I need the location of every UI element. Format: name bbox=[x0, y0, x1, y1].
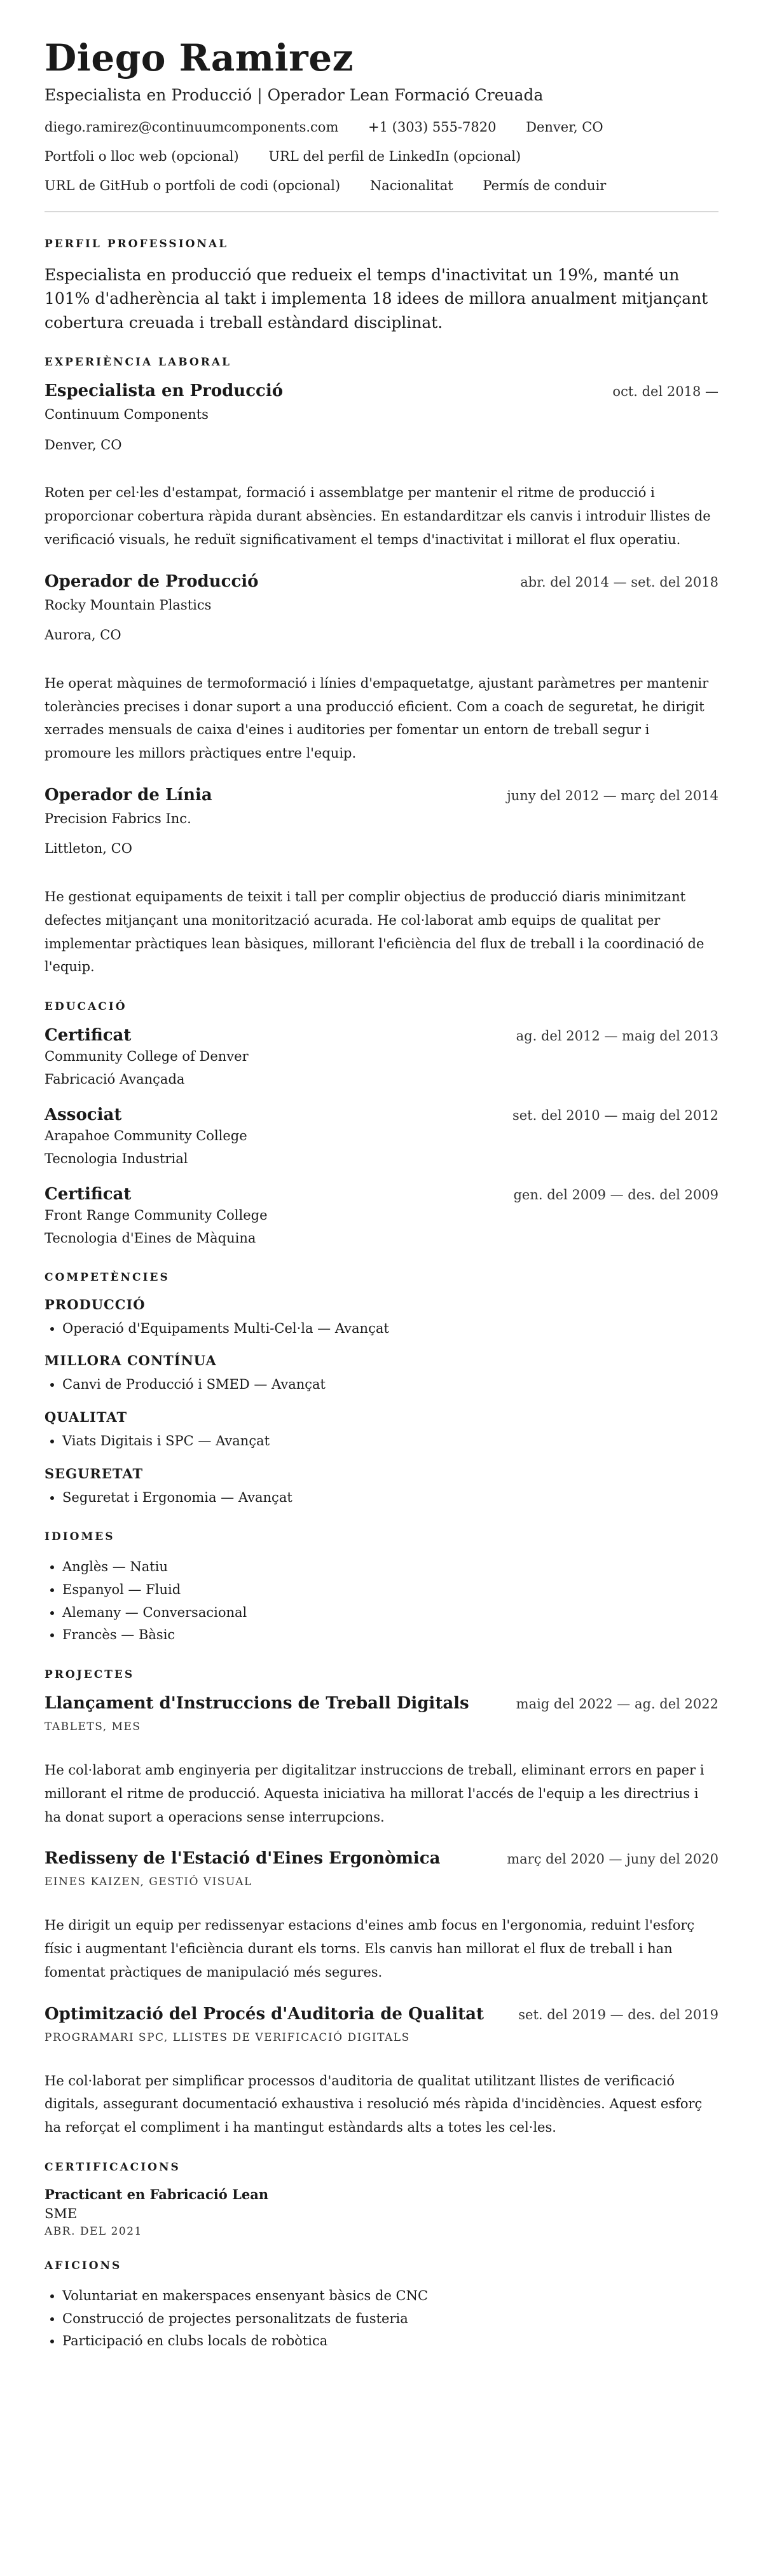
profile-summary: Especialista en producció que redueix el temps d'inactivitat un 19%, manté un 101% d'adherència al takt i implementa 18 idees de millora anualment mitjançant cobertura creuada i treball estàndard disciplinat. bbox=[45, 265, 708, 332]
hobbies-section bbox=[45, 2259, 718, 2353]
school: Arapahoe Community College bbox=[45, 1128, 247, 1144]
project-tags: PROGRAMARI SPC, LLISTES DE VERIFICACIÓ DIGITALS bbox=[45, 2031, 410, 2044]
section-title: CERTIFICACIONS bbox=[45, 2160, 181, 2174]
degree: Associat bbox=[45, 1105, 122, 1125]
project-entry bbox=[45, 1849, 718, 1984]
project-name: Llançament d'Instruccions de Treball Digitals bbox=[45, 1694, 469, 1714]
contact-row-3 bbox=[45, 178, 718, 193]
email[interactable]: diego.ramirez@continuumcomponents.com bbox=[45, 119, 339, 135]
project-name: Redisseny de l'Estació d'Eines Ergonòmica bbox=[45, 1849, 441, 1869]
education-entry bbox=[45, 1185, 718, 1249]
phone[interactable]: +1 (303) 555-7820 bbox=[368, 119, 497, 135]
project-tags: EINES KAIZEN, GESTIÓ VISUAL bbox=[45, 1876, 252, 1889]
language-item: • Espanyol — Fluid bbox=[62, 1579, 718, 1602]
job-date: juny del 2012 — març del 2014 bbox=[507, 787, 718, 803]
skill-list bbox=[45, 1487, 718, 1509]
school: Community College of Denver bbox=[45, 1049, 249, 1064]
job-date: oct. del 2018 — bbox=[612, 384, 718, 400]
skill-category: PRODUCCIÓ bbox=[45, 1296, 146, 1312]
project-entry bbox=[45, 2005, 718, 2139]
language-item: • Alemany — Conversacional bbox=[62, 1602, 718, 1625]
portfolio-link[interactable]: Portfoli o lloc web (opcional) bbox=[45, 148, 239, 164]
skill-item: • Viats Digitais i SPC — Avançat bbox=[62, 1430, 718, 1453]
section-title: PROJECTES bbox=[45, 1668, 135, 1682]
section-title: PERFIL PROFESSIONAL bbox=[45, 237, 229, 250]
job-date: abr. del 2014 — set. del 2018 bbox=[520, 574, 718, 590]
project-entry bbox=[45, 1694, 718, 1829]
experience-entry bbox=[45, 786, 718, 979]
project-description: He col·laborat amb enginyeria per digitalitzar instruccions de treball, eliminant errors en paper i millorant el ritme de producció. Aquesta iniciativa ha millorat l'accés de l'equip a les directrius i ha donat suport a operacions sense interrupcions. bbox=[45, 1762, 705, 1825]
language-item: • Anglès — Natiu bbox=[62, 1556, 718, 1579]
skill-category: SEGURETAT bbox=[45, 1465, 144, 1482]
github-link[interactable]: URL de GitHub o portfoli de codi (opcional) bbox=[45, 177, 341, 193]
drivers-license: Permís de conduir bbox=[483, 177, 607, 193]
job-title: Operador de Producció bbox=[45, 571, 259, 591]
job-location: Denver, CO bbox=[45, 437, 122, 453]
project-description: He dirigit un equip per redissenyar estacions d'eines amb focus en l'ergonomia, reduint l'esforç físic i augmentant l'eficiència durant els torns. Els canvis han millorat el flux de treball i han fomentat pràctiques de manipulació més segures. bbox=[45, 1918, 695, 1980]
skill-category: MILLORA CONTÍNUA bbox=[45, 1353, 217, 1369]
certification-name: Practicant en Fabricació Lean bbox=[45, 2186, 269, 2202]
education-date: set. del 2010 — maig del 2012 bbox=[512, 1108, 718, 1124]
skill-item: • Operació d'Equipaments Multi-Cel·la — Avançat bbox=[62, 1318, 718, 1340]
education-entry bbox=[45, 1105, 718, 1169]
project-date: març del 2020 — juny del 2020 bbox=[507, 1851, 718, 1867]
header-divider bbox=[45, 211, 718, 212]
certifications-section bbox=[45, 2161, 718, 2238]
hobby-item: • Voluntariat en makerspaces ensenyant bàsics de CNC bbox=[62, 2285, 718, 2308]
hobby-item: • Participació en clubs locals de robòtica bbox=[62, 2330, 718, 2353]
skill-list bbox=[45, 1430, 718, 1453]
profile-section bbox=[45, 238, 718, 335]
degree: Certificat bbox=[45, 1185, 132, 1204]
location: Denver, CO bbox=[526, 119, 603, 135]
skill-category: QUALITAT bbox=[45, 1408, 128, 1425]
job-location: Aurora, CO bbox=[45, 627, 121, 643]
nationality: Nacionalitat bbox=[369, 177, 453, 193]
job-description: He operat màquines de termoformació i línies d'empaquetatge, ajustant paràmetres per mantenir toleràncies precises i donar suport a una producció eficient. Com a coach de seguretat, he dirigit xerrades mensuals de caixa d'eines i auditories per fomentar un entorn de treball segur i promoure les millors pràctiques entre l'equip. bbox=[45, 675, 709, 761]
hobby-list bbox=[45, 2285, 718, 2353]
degree: Certificat bbox=[45, 1026, 132, 1045]
headline: Especialista en Producció | Operador Lean Formació Creuada bbox=[45, 85, 544, 104]
project-date: set. del 2019 — des. del 2019 bbox=[518, 2007, 718, 2022]
candidate-name: Diego Ramirez bbox=[45, 36, 354, 79]
language-item: • Francès — Bàsic bbox=[62, 1624, 718, 1647]
company: Continuum Components bbox=[45, 407, 209, 423]
project-date: maig del 2022 — ag. del 2022 bbox=[516, 1696, 718, 1712]
skill-item: • Seguretat i Ergonomia — Avançat bbox=[62, 1487, 718, 1509]
contact-row-2 bbox=[45, 149, 718, 164]
language-list bbox=[45, 1556, 718, 1647]
skill-item: • Canvi de Producció i SMED — Avançat bbox=[62, 1373, 718, 1396]
field-of-study: Fabricació Avançada bbox=[45, 1071, 185, 1087]
experience-entry bbox=[45, 572, 718, 765]
education-date: gen. del 2009 — des. del 2009 bbox=[513, 1187, 718, 1203]
certification-issuer: SME bbox=[45, 2205, 78, 2221]
job-description: Roten per cel·les d'estampat, formació i assemblatge per mantenir el ritme de producció i proporcionar cobertura ràpida durant absències. En estandarditzar els canvis i introduir llistes de verificació visuals, he reduït significativament el temps d'inactivitat i millorat el flux operatiu. bbox=[45, 485, 711, 547]
projects-section bbox=[45, 1668, 718, 2139]
education-date: ag. del 2012 — maig del 2013 bbox=[516, 1028, 718, 1044]
company: Rocky Mountain Plastics bbox=[45, 597, 212, 613]
school: Front Range Community College bbox=[45, 1208, 268, 1223]
project-name: Optimització del Procés d'Auditoria de Qualitat bbox=[45, 2004, 485, 2024]
languages-section bbox=[45, 1530, 718, 1647]
experience-section bbox=[45, 356, 718, 979]
experience-entry bbox=[45, 381, 718, 551]
education-entry bbox=[45, 1026, 718, 1090]
education-section bbox=[45, 1000, 718, 1250]
certification-entry bbox=[45, 2186, 718, 2238]
linkedin-link[interactable]: URL del perfil de LinkedIn (opcional) bbox=[268, 148, 521, 164]
project-description: He col·laborat per simplificar processos d'auditoria de qualitat utilitzant llistes de verificació digitals, assegurant documentació exhaustiva i resolució més ràpida d'incidències. Aquest esforç ha reforçat el compliment i ha mantingut estàndards alts a totes les cel·les. bbox=[45, 2073, 703, 2136]
job-title: Especialista en Producció bbox=[45, 381, 284, 401]
section-title: EDUCACIÓ bbox=[45, 1000, 127, 1013]
section-title: AFICIONS bbox=[45, 2259, 122, 2272]
company: Precision Fabrics Inc. bbox=[45, 810, 191, 826]
project-tags: TABLETS, MES bbox=[45, 1721, 141, 1734]
field-of-study: Tecnologia Industrial bbox=[45, 1150, 188, 1166]
field-of-study: Tecnologia d'Eines de Màquina bbox=[45, 1230, 256, 1246]
section-title: EXPERIÈNCIA LABORAL bbox=[45, 356, 231, 369]
skills-section bbox=[45, 1271, 718, 1509]
contact-row-1 bbox=[45, 119, 718, 135]
hobby-item: • Construcció de projectes personalitzats de fusteria bbox=[62, 2308, 718, 2331]
resume-header bbox=[45, 37, 718, 193]
section-title: IDIOMES bbox=[45, 1530, 115, 1544]
job-description: He gestionat equipaments de teixit i tall per complir objectius de producció diaris minimitzant defectes mitjançant una monitorització acurada. He col·laborat amb equips de qualitat per implementar pràctiques lean bàsiques, millorant l'eficiència del flux de treball i la coordinació de l'equip. bbox=[45, 889, 705, 975]
skill-list bbox=[45, 1318, 718, 1340]
job-location: Littleton, CO bbox=[45, 841, 132, 857]
certification-date: ABR. DEL 2021 bbox=[45, 2225, 142, 2238]
skill-list bbox=[45, 1373, 718, 1396]
job-title: Operador de Línia bbox=[45, 785, 212, 805]
section-title: COMPETÈNCIES bbox=[45, 1271, 170, 1284]
